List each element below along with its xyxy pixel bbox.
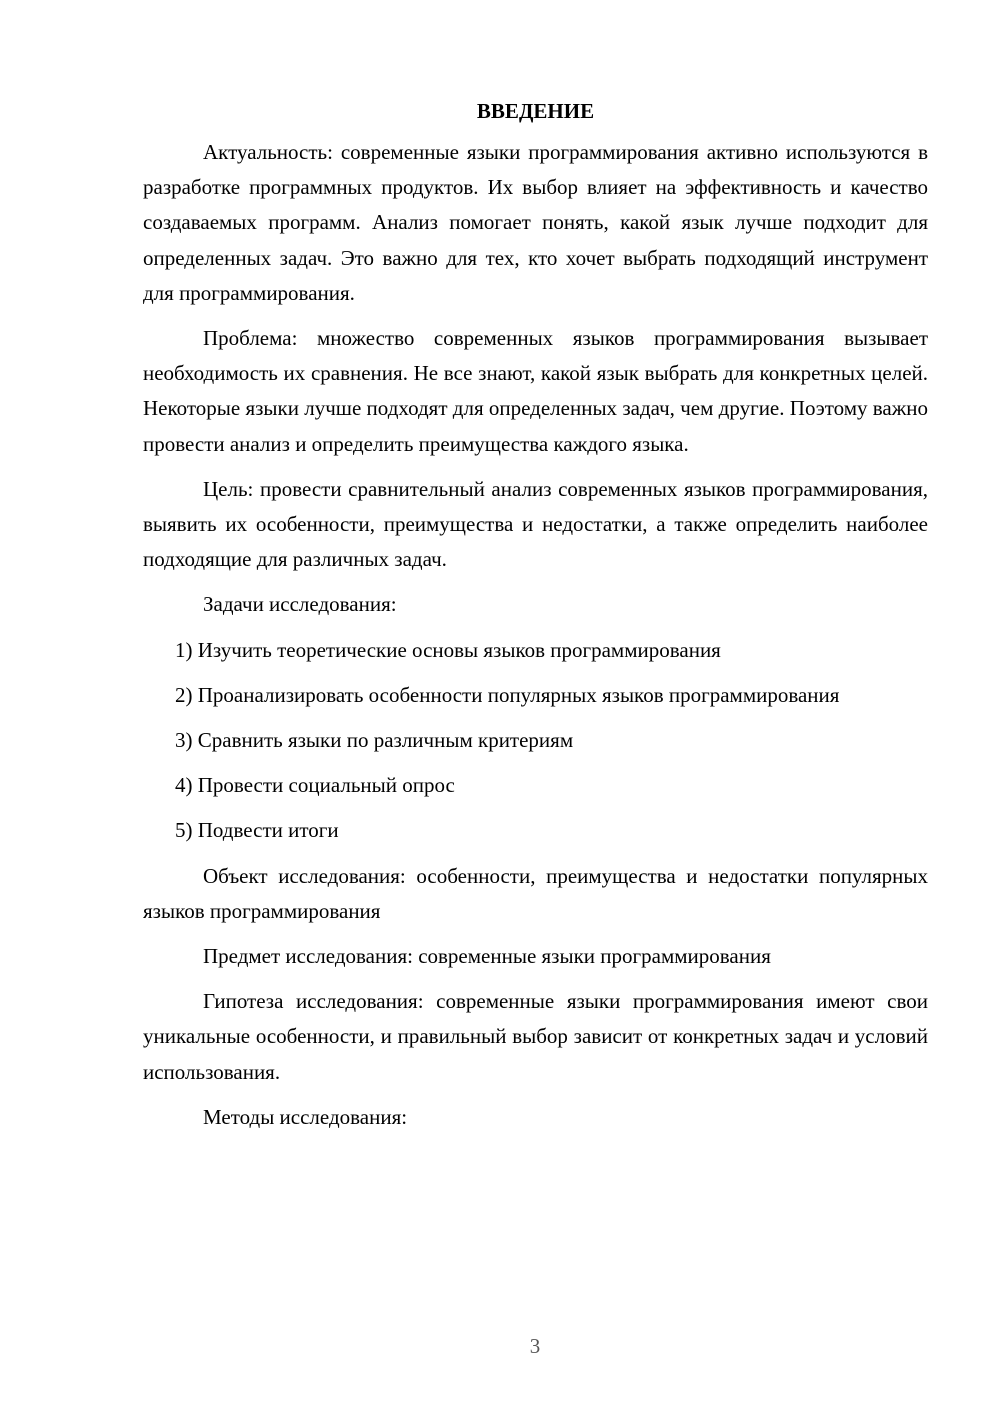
task-item: 5) Подвести итоги — [175, 818, 339, 843]
task-item: 2) Проанализировать особенности популярных языков программирования — [175, 682, 840, 707]
task-item: 4) Провести социальный опрос — [175, 773, 455, 798]
tasks-heading: Задачи исследования: — [203, 592, 397, 617]
subject-paragraph: Предмет исследования: современные языки программирования — [203, 944, 771, 969]
goal-paragraph: Цель: провести сравнительный анализ современных языков программирования, выявить их особенности, преимущества и недостатки, а также определить наиболее подходящие для различных задач. — [143, 476, 928, 572]
task-item: 3) Сравнить языки по различным критериям — [175, 728, 574, 753]
object-paragraph: Объект исследования: особенности, преимущества и недостатки популярных языков программирования — [143, 863, 928, 923]
problem-paragraph: Проблема: множество современных языков программирования вызывает необходимость их сравнения. Не все знают, какой язык выбрать для конкретных целей. Некоторые языки лучше подходят для определенных задач, чем другие. Поэтому важно провести анализ и определить преимущества каждого языка. — [143, 326, 928, 456]
section-title: ВВЕДЕНИЕ — [476, 99, 595, 123]
hypothesis-paragraph: Гипотеза исследования: современные языки программирования имеют свои уникальные особенности, и правильный выбор зависит от конкретных задач и условий использования. — [143, 989, 928, 1084]
relevance-paragraph: Актуальность: современные языки программирования активно используются в разработке программных продуктов. Их выбор влияет на эффективность и качество создаваемых программ. Анализ помогает понять, какой язык лучше подходит для определенных задач. Это важно для тех, кто хочет выбрать подходящий инструмент для программирования. — [143, 140, 928, 305]
task-item: 1) Изучить теоретические основы языков программирования — [175, 637, 721, 662]
page-number: 3 — [529, 1334, 541, 1358]
methods-heading: Методы исследования: — [203, 1104, 408, 1129]
page-content — [143, 97, 928, 1145]
